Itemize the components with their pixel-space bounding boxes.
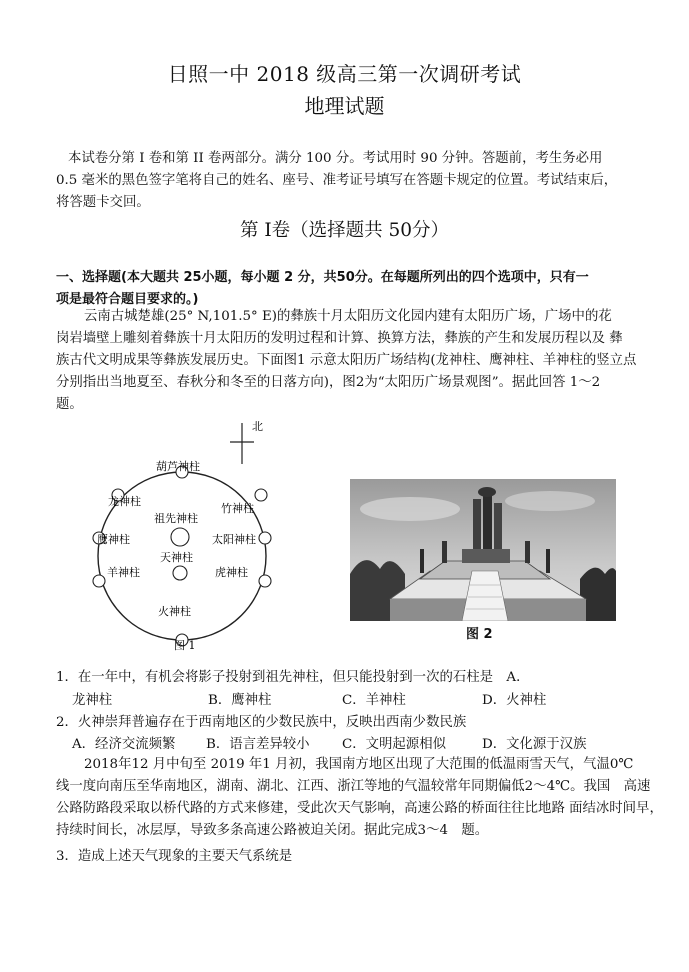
notice-line: 本试卷分第 I 卷和第 II 卷两部分。满分 100 分。考试用时 90 分钟。答题前，考生务必用 <box>68 151 603 166</box>
question-1-option-a[interactable]: 龙神柱 <box>72 693 113 708</box>
subject-title: 地理试题 <box>304 94 385 118</box>
question-2-option-d[interactable]: D．文化源于汉族 <box>482 737 587 752</box>
figure-2-caption: 图 2 <box>466 627 493 642</box>
section-title: 第 I卷（选择题共 50分） <box>239 220 450 241</box>
question-1-option-d[interactable]: D．火神柱 <box>482 693 547 708</box>
instruction-line: 项是最符合题目要求的。) <box>56 292 199 307</box>
pillar-mid-right-marker <box>259 532 271 544</box>
passage-line: 族古代文明成果等彝族发展历史。下面图1 示意太阳历广场结构(龙神柱、鹰神柱、羊神柱的竖立点 <box>56 353 637 368</box>
label-hulu-pillar: 葫芦神柱 <box>156 460 200 473</box>
passage-line: 公路防路段采取以桥代路的方式来修建，受此次天气影响，高速公路的桥面往往比地路 面结冰时间早， <box>56 801 663 816</box>
figure-1-plaza-diagram <box>78 418 290 654</box>
label-sheep-pillar: 羊神柱 <box>107 566 140 579</box>
question-1-stem: 1．在一年中，有机会将影子投射到祖先神柱，但只能投射到一次的石柱是 A． <box>56 670 530 685</box>
passage-line: 持续时间长，冰层厚，导致多条高速公路被迫关闭。据此完成3～4 题。 <box>56 823 489 838</box>
passage-line: 岗岩墙壁上雕刻着彝族十月太阳历的发明过程和计算、换算方法，彝族的产生和发展历程以及 彝 <box>56 331 623 346</box>
label-fire-pillar: 火神柱 <box>158 605 191 618</box>
cloud <box>505 491 595 511</box>
reading-passage-1 <box>56 306 652 416</box>
figure-2-landscape-photo <box>350 479 616 621</box>
exam-notice <box>56 148 656 214</box>
reading-passage-2 <box>56 754 663 842</box>
cloud <box>360 497 460 521</box>
question-instructions <box>56 267 656 311</box>
question-1-option-b[interactable]: B．鹰神柱 <box>208 693 272 708</box>
label-bamboo-pillar: 竹神柱 <box>221 502 254 515</box>
label-dragon-pillar: 龙神柱 <box>108 495 141 508</box>
exam-title: 日照一中 2018 级高三第一次调研考试 <box>167 62 522 86</box>
label-ancestor-pillar: 祖先神柱 <box>154 512 198 525</box>
column-base <box>462 549 510 563</box>
label-sun-pillar: 太阳神柱 <box>212 533 256 546</box>
question-1-option-c[interactable]: C．羊神柱 <box>342 693 406 708</box>
question-2-stem: 2．火神崇拜普遍存在于西南地区的少数民族中，反映出西南少数民族 <box>56 715 467 730</box>
passage-line: 云南古城楚雄(25° N,101.5° E)的彝族十月太阳历文化园内建有太阳历广场，广场中的花 <box>84 309 612 324</box>
ancestor-pillar-marker <box>171 528 189 546</box>
question-3-stem: 3．造成上述天气现象的主要天气系统是 <box>56 849 293 864</box>
passage-line: 题。 <box>56 397 83 412</box>
pillar-lower-right-marker <box>259 575 271 587</box>
label-heaven-pillar: 天神柱 <box>160 551 193 564</box>
notice-line: 0.5 毫米的黑色签字笔将自己的姓名、座号、准考证号填写在答题卡规定的位置。考试结束后， <box>56 173 618 188</box>
instruction-line: 一、选择题(本大题共 25小题，每小题 2 分，共50分。在每题所列出的四个选项中，只有一 <box>56 270 589 285</box>
north-label: 北 <box>252 420 263 433</box>
question-2-option-b[interactable]: B．语言差异较小 <box>206 737 310 752</box>
side-pillar <box>420 549 424 573</box>
passage-line: 线一度向南压至华南地区，湖南、湖北、江西、浙江等地的气温较常年同期偏低2～4℃。我国 高速 <box>56 779 651 794</box>
question-2-option-a[interactable]: A．经济交流频繁 <box>72 737 176 752</box>
figure-1-caption: 图 1 <box>174 639 196 652</box>
side-pillar <box>442 541 447 563</box>
label-eagle-pillar: 鹰神柱 <box>97 533 130 546</box>
heaven-pillar-marker <box>173 566 187 580</box>
side-pillar <box>525 541 530 563</box>
pillar-lower-left-marker <box>93 575 105 587</box>
passage-line: 分别指出当地夏至、春秋分和冬至的日落方向)，图2为“太阳历广场景观图”。据此回答 1～2 <box>56 375 601 390</box>
passage-line: 2018年12 月中旬至 2019 年1 月初，我国南方地区出现了大范围的低温雨雪天气，气温0℃ <box>84 757 634 772</box>
column-top <box>478 487 496 497</box>
notice-line: 将答题卡交回。 <box>56 195 150 210</box>
question-2-option-c[interactable]: C．文明起源相似 <box>342 737 446 752</box>
label-tiger-pillar: 虎神柱 <box>215 566 248 579</box>
pillar-upper-right-marker <box>255 489 267 501</box>
side-pillar <box>546 549 550 573</box>
